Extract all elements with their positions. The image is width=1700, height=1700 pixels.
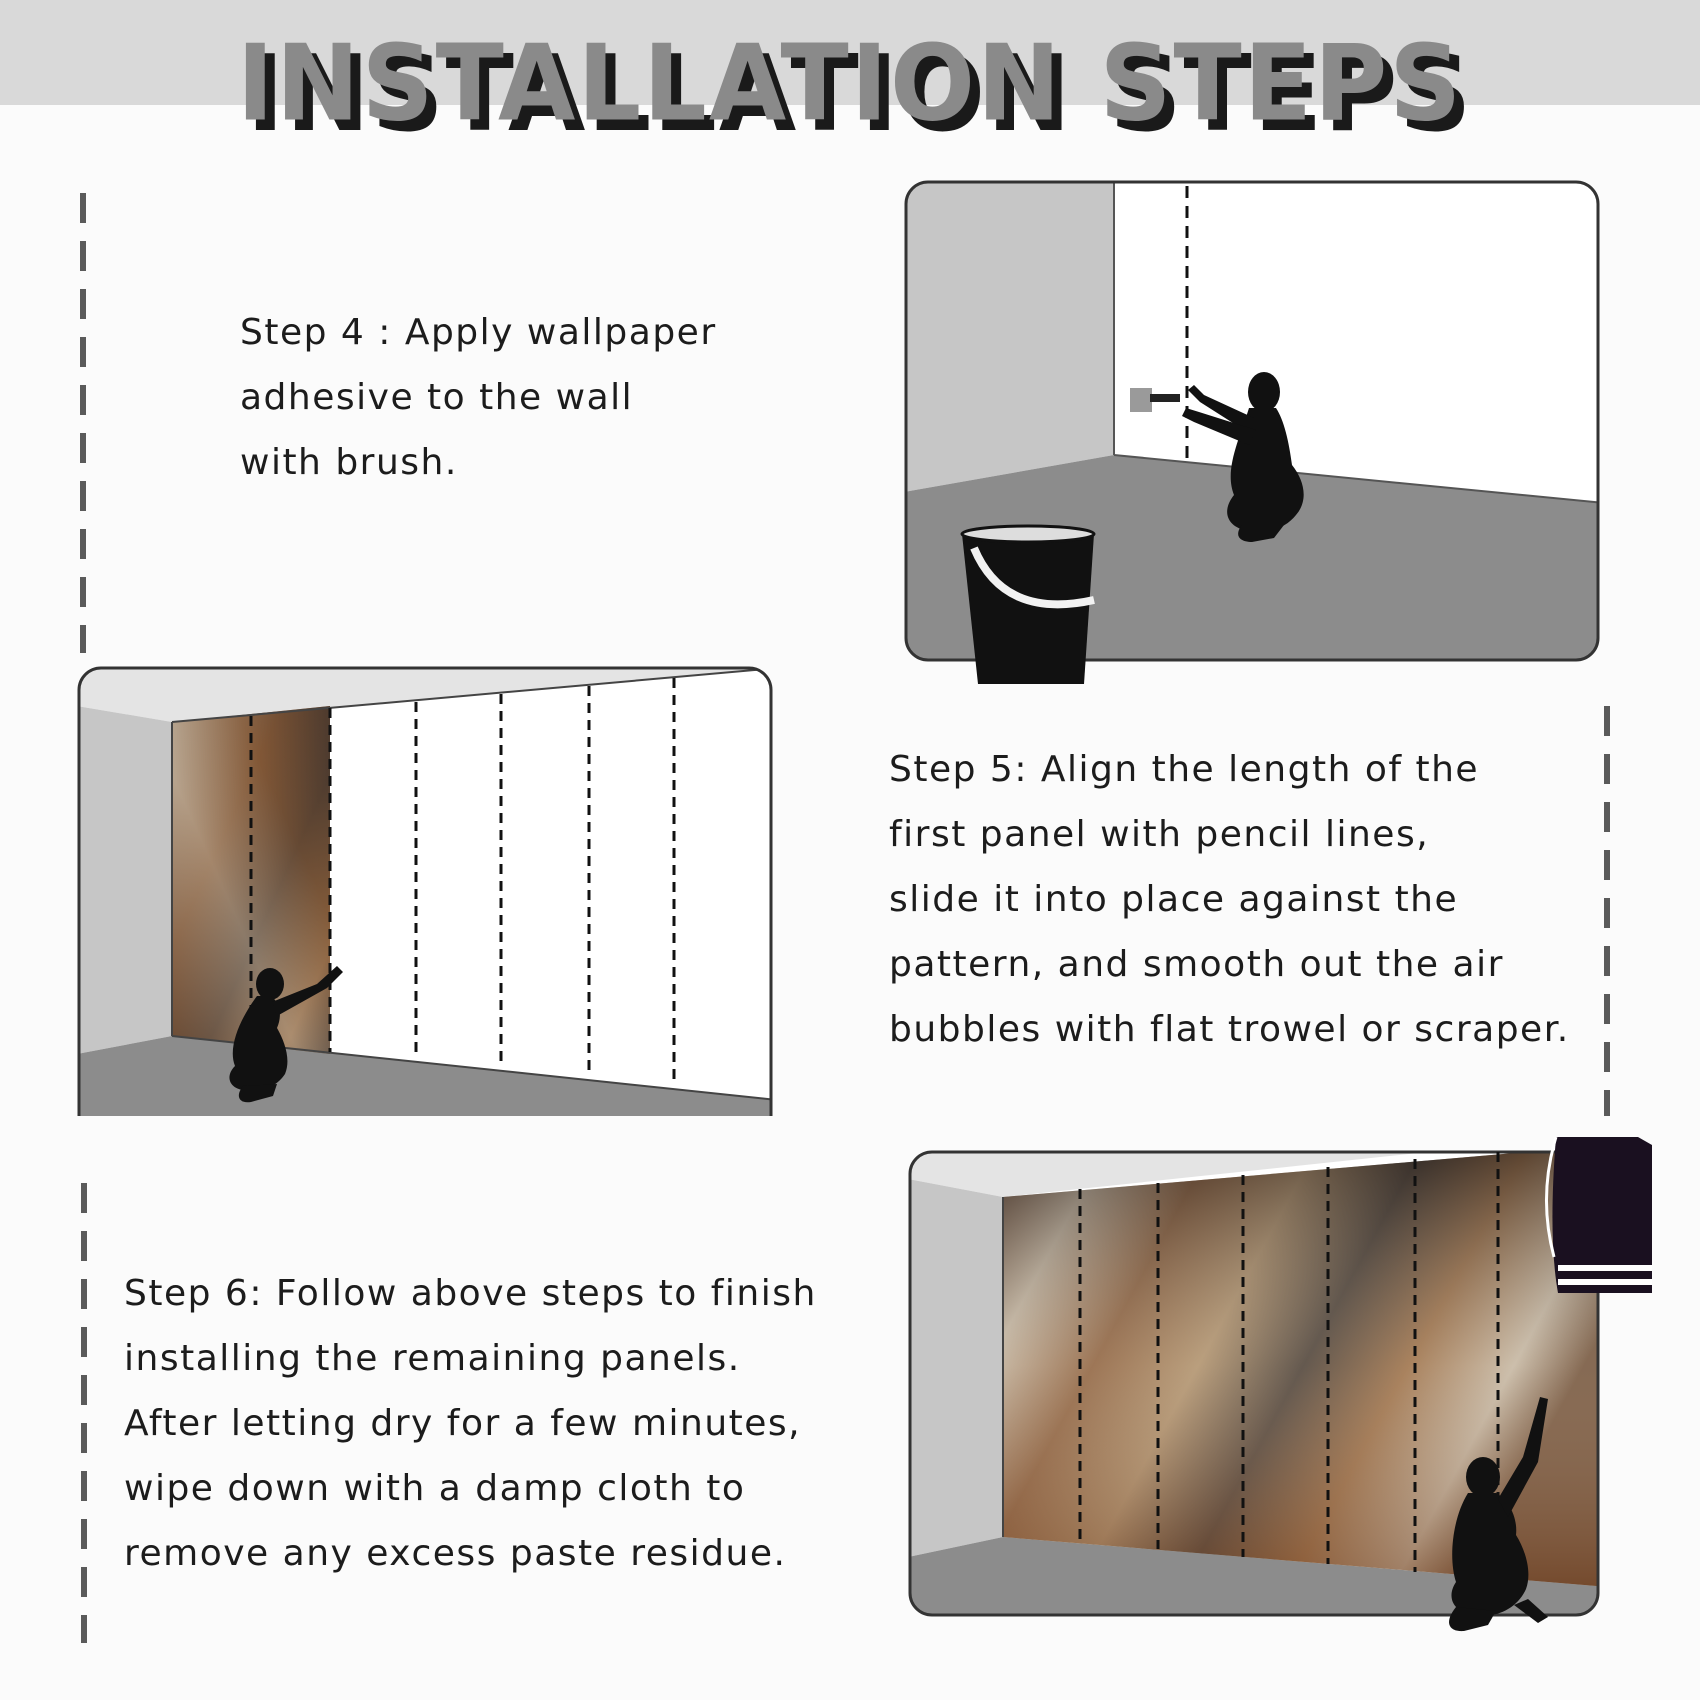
- step-5-line-1: Step 5: Align the length of the: [889, 749, 1480, 790]
- towel-icon: [1546, 1137, 1652, 1293]
- step-6-line-4: wipe down with a damp cloth to: [124, 1468, 746, 1509]
- dashed-divider-top-left: [80, 193, 86, 653]
- dashed-divider-bottom-left: [81, 1183, 87, 1643]
- step-6-line-3: After letting dry for a few minutes,: [124, 1403, 802, 1444]
- step-5-line-3: slide it into place against the: [889, 879, 1459, 920]
- step-5-illustration: [77, 666, 777, 1116]
- step-5-line-4: pattern, and smooth out the air: [889, 944, 1504, 985]
- step-6-line-5: remove any excess paste residue.: [124, 1533, 787, 1574]
- page-title: INSTALLATION STEPS: [236, 22, 1464, 145]
- step-4-text: [240, 300, 717, 495]
- dashed-divider-right: [1604, 706, 1610, 1116]
- step-4-line-2: adhesive to the wall: [240, 377, 634, 418]
- step-5-line-5: bubbles with flat trowel or scraper.: [889, 1009, 1570, 1050]
- step-5-line-2: first panel with pencil lines,: [889, 814, 1430, 855]
- step-4-line-1: Step 4 : Apply wallpaper: [240, 312, 717, 353]
- step-6-line-1: Step 6: Follow above steps to finish: [124, 1273, 817, 1314]
- step-4-line-3: with brush.: [240, 442, 458, 483]
- bucket-icon: [962, 526, 1094, 684]
- step-5-text: [889, 737, 1570, 1062]
- step-6-text: [124, 1261, 817, 1586]
- step-6-illustration: [908, 1137, 1658, 1662]
- step-6-line-2: installing the remaining panels.: [124, 1338, 741, 1379]
- step-4-illustration: [904, 180, 1604, 700]
